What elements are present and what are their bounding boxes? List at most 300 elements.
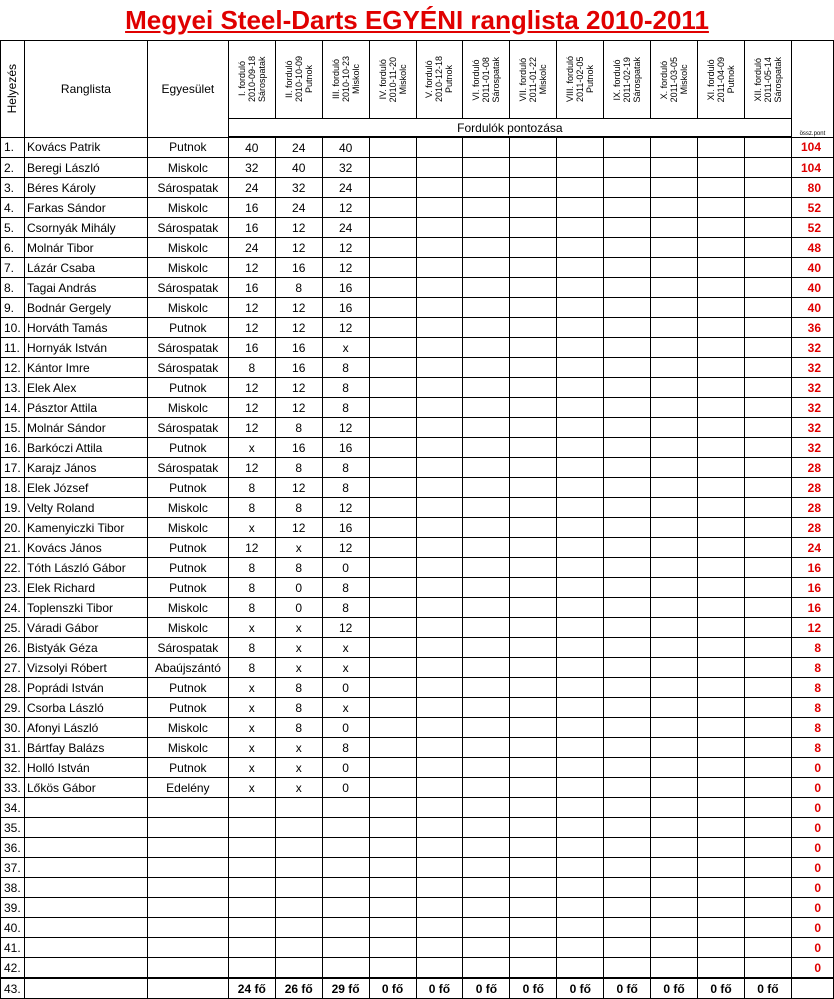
round-score-cell: 24 <box>228 178 275 198</box>
round-score-cell <box>416 338 463 358</box>
round-score-cell <box>416 898 463 918</box>
round-score-cell <box>651 218 698 238</box>
table-row <box>1 338 834 358</box>
round-score-cell: 32 <box>322 158 369 178</box>
round-score-cell <box>275 838 322 858</box>
round-score-cell <box>463 618 510 638</box>
round-score-cell <box>604 938 651 958</box>
total-points-cell: 8 <box>791 738 833 758</box>
total-points-cell: 0 <box>791 758 833 778</box>
round-score-cell <box>744 258 791 278</box>
round-score-cell <box>651 278 698 298</box>
round-score-cell <box>744 638 791 658</box>
round-score-cell <box>698 938 745 958</box>
round-score-cell: 12 <box>228 318 275 338</box>
round-score-cell <box>744 958 791 979</box>
round-score-cell <box>744 418 791 438</box>
round-score-cell <box>510 178 557 198</box>
name-header: Ranglista <box>24 41 147 138</box>
total-points-cell: 32 <box>791 338 833 358</box>
round-score-cell <box>557 478 604 498</box>
player-name-cell: Poprádi István <box>24 678 147 698</box>
club-cell: Putnok <box>147 578 228 598</box>
player-name-cell: Kovács Patrik <box>24 137 147 158</box>
round-score-cell <box>369 478 416 498</box>
round-score-cell <box>698 218 745 238</box>
round-score-cell: x <box>322 698 369 718</box>
club-cell: Miskolc <box>147 398 228 418</box>
round-score-cell <box>275 878 322 898</box>
round-score-cell <box>463 878 510 898</box>
round-header: IV. forduló 2010-11-20 Miskolc <box>369 41 416 119</box>
round-score-cell: 8 <box>228 478 275 498</box>
table-row <box>1 738 834 758</box>
round-header: II. forduló 2010-10-09 Putnok <box>275 41 322 119</box>
round-score-cell <box>228 858 275 878</box>
round-score-cell <box>604 278 651 298</box>
round-score-cell <box>604 758 651 778</box>
round-score-cell: 12 <box>228 458 275 478</box>
round-score-cell <box>651 938 698 958</box>
round-score-cell <box>463 438 510 458</box>
table-row <box>1 718 834 738</box>
round-score-cell <box>604 578 651 598</box>
rank-cell: 4. <box>1 198 25 218</box>
table-row <box>1 378 834 398</box>
round-score-cell <box>698 758 745 778</box>
round-header: III. forduló 2010-10-23 Miskolc <box>322 41 369 119</box>
round-score-cell <box>369 658 416 678</box>
table-row <box>1 538 834 558</box>
round-score-cell <box>510 818 557 838</box>
round-score-cell <box>463 718 510 738</box>
round-score-cell <box>369 858 416 878</box>
total-points-cell: 104 <box>791 158 833 178</box>
round-score-cell <box>557 238 604 258</box>
rank-cell: 8. <box>1 278 25 298</box>
round-score-cell <box>698 858 745 878</box>
round-score-cell: 8 <box>275 718 322 738</box>
table-row <box>1 958 834 979</box>
round-score-cell <box>369 458 416 478</box>
club-cell <box>147 898 228 918</box>
round-score-cell <box>463 658 510 678</box>
round-score-cell <box>698 558 745 578</box>
club-cell <box>147 878 228 898</box>
round-score-cell <box>510 498 557 518</box>
round-score-cell <box>698 898 745 918</box>
round-score-cell <box>557 638 604 658</box>
round-score-cell <box>322 958 369 979</box>
rank-cell: 38. <box>1 878 25 898</box>
round-score-cell <box>557 858 604 878</box>
rank-cell: 26. <box>1 638 25 658</box>
player-name-cell <box>24 978 147 999</box>
round-score-cell <box>510 878 557 898</box>
round-score-cell <box>416 958 463 979</box>
round-score-cell <box>463 818 510 838</box>
round-score-cell <box>510 298 557 318</box>
round-score-cell: 16 <box>322 278 369 298</box>
round-score-cell: x <box>322 638 369 658</box>
table-row <box>1 458 834 478</box>
round-score-cell <box>604 838 651 858</box>
round-score-cell: 12 <box>322 618 369 638</box>
round-score-cell <box>369 838 416 858</box>
round-score-cell <box>604 478 651 498</box>
player-name-cell: Béres Károly <box>24 178 147 198</box>
round-score-cell: 16 <box>228 218 275 238</box>
round-score-cell: 8 <box>275 458 322 478</box>
table-row <box>1 678 834 698</box>
round-score-cell <box>651 438 698 458</box>
total-points-cell: 28 <box>791 518 833 538</box>
round-score-cell <box>604 398 651 418</box>
table-row <box>1 618 834 638</box>
rank-cell: 14. <box>1 398 25 418</box>
round-score-cell: 12 <box>275 318 322 338</box>
round-score-cell <box>604 458 651 478</box>
round-score-cell: 0 <box>275 598 322 618</box>
round-score-cell <box>369 418 416 438</box>
round-score-cell <box>604 198 651 218</box>
rank-cell: 36. <box>1 838 25 858</box>
round-header: X. forduló 2011-03-05 Miskolc <box>651 41 698 119</box>
round-score-cell <box>651 898 698 918</box>
round-score-cell: 8 <box>275 678 322 698</box>
round-score-cell <box>698 338 745 358</box>
total-points-cell: 8 <box>791 698 833 718</box>
player-name-cell: Hornyák István <box>24 338 147 358</box>
round-score-cell <box>510 378 557 398</box>
round-score-cell <box>604 798 651 818</box>
round-score-cell <box>651 958 698 979</box>
round-score-cell <box>416 638 463 658</box>
player-name-cell: Csorba László <box>24 698 147 718</box>
round-score-cell: 8 <box>228 578 275 598</box>
round-score-cell <box>510 538 557 558</box>
round-score-cell <box>557 278 604 298</box>
round-score-cell <box>604 498 651 518</box>
total-points-cell: 0 <box>791 858 833 878</box>
table-row <box>1 198 834 218</box>
round-score-cell <box>416 178 463 198</box>
participant-count-cell: 0 fő <box>651 978 698 999</box>
rank-cell: 10. <box>1 318 25 338</box>
total-points-cell: 104 <box>791 137 833 158</box>
rank-cell: 2. <box>1 158 25 178</box>
round-header: V. forduló 2010-12-18 Putnok <box>416 41 463 119</box>
table-row <box>1 518 834 538</box>
player-name-cell: Molnár Tibor <box>24 238 147 258</box>
round-score-cell <box>698 638 745 658</box>
round-score-cell <box>651 358 698 378</box>
player-name-cell: Farkas Sándor <box>24 198 147 218</box>
round-score-cell <box>510 418 557 438</box>
round-score-cell: 12 <box>275 218 322 238</box>
round-score-cell <box>369 618 416 638</box>
round-score-cell <box>275 938 322 958</box>
total-points-cell: 8 <box>791 658 833 678</box>
round-score-cell <box>369 238 416 258</box>
total-points-cell <box>791 978 833 999</box>
round-score-cell <box>369 558 416 578</box>
round-score-cell <box>557 578 604 598</box>
round-score-cell: 12 <box>322 198 369 218</box>
total-points-cell: 16 <box>791 558 833 578</box>
round-score-cell: 40 <box>275 158 322 178</box>
round-score-cell <box>463 738 510 758</box>
total-points-cell: 32 <box>791 378 833 398</box>
participant-count-cell: 29 fő <box>322 978 369 999</box>
round-score-cell <box>698 398 745 418</box>
club-cell: Putnok <box>147 558 228 578</box>
club-cell: Putnok <box>147 318 228 338</box>
round-score-cell <box>416 598 463 618</box>
round-score-cell: 8 <box>275 278 322 298</box>
club-cell: Sárospatak <box>147 178 228 198</box>
rank-cell: 27. <box>1 658 25 678</box>
rank-cell: 15. <box>1 418 25 438</box>
round-score-cell <box>698 618 745 638</box>
round-score-cell <box>651 758 698 778</box>
round-score-cell <box>510 938 557 958</box>
round-score-cell <box>557 298 604 318</box>
round-score-cell <box>604 137 651 158</box>
round-score-cell <box>698 178 745 198</box>
rank-cell: 11. <box>1 338 25 358</box>
club-cell: Miskolc <box>147 518 228 538</box>
round-score-cell <box>369 498 416 518</box>
club-cell: Miskolc <box>147 298 228 318</box>
round-score-cell <box>557 878 604 898</box>
club-cell: Sárospatak <box>147 338 228 358</box>
total-points-cell: 8 <box>791 678 833 698</box>
table-row <box>1 778 834 798</box>
club-cell <box>147 958 228 979</box>
round-score-cell <box>557 438 604 458</box>
rank-cell: 37. <box>1 858 25 878</box>
round-score-cell <box>510 798 557 818</box>
round-score-cell <box>651 398 698 418</box>
table-row <box>1 258 834 278</box>
round-score-cell <box>416 578 463 598</box>
round-score-cell <box>463 758 510 778</box>
total-points-cell: 40 <box>791 258 833 278</box>
round-score-cell <box>604 418 651 438</box>
round-score-cell <box>510 458 557 478</box>
round-score-cell <box>463 898 510 918</box>
round-score-cell: 0 <box>275 578 322 598</box>
round-score-cell <box>557 678 604 698</box>
round-score-cell <box>369 218 416 238</box>
round-score-cell <box>275 898 322 918</box>
round-score-cell <box>651 298 698 318</box>
total-points-cell: 12 <box>791 618 833 638</box>
round-score-cell: 8 <box>228 658 275 678</box>
club-cell: Sárospatak <box>147 458 228 478</box>
round-score-cell <box>416 258 463 278</box>
round-score-cell <box>698 158 745 178</box>
round-score-cell <box>463 478 510 498</box>
total-points-cell: 36 <box>791 318 833 338</box>
rank-cell: 30. <box>1 718 25 738</box>
round-score-cell <box>744 518 791 538</box>
round-score-cell <box>369 678 416 698</box>
round-score-cell <box>463 558 510 578</box>
round-score-cell <box>698 478 745 498</box>
round-score-cell: x <box>228 718 275 738</box>
round-score-cell <box>463 858 510 878</box>
round-score-cell: x <box>275 618 322 638</box>
round-score-cell <box>557 178 604 198</box>
round-score-cell <box>416 358 463 378</box>
round-score-cell <box>651 158 698 178</box>
round-score-cell <box>604 898 651 918</box>
table-row <box>1 798 834 818</box>
round-score-cell <box>463 258 510 278</box>
player-name-cell: Karajz János <box>24 458 147 478</box>
player-name-cell: Velty Roland <box>24 498 147 518</box>
round-score-cell <box>744 298 791 318</box>
round-score-cell: 16 <box>275 438 322 458</box>
round-score-cell <box>744 798 791 818</box>
round-score-cell <box>416 618 463 638</box>
round-score-cell <box>416 518 463 538</box>
participant-count-cell: 0 fő <box>510 978 557 999</box>
round-score-cell <box>698 738 745 758</box>
total-points-cell: 40 <box>791 278 833 298</box>
rank-cell: 20. <box>1 518 25 538</box>
round-score-cell: 12 <box>228 538 275 558</box>
round-score-cell: 12 <box>275 378 322 398</box>
round-score-cell <box>369 878 416 898</box>
round-score-cell <box>510 678 557 698</box>
round-score-cell <box>510 578 557 598</box>
rank-cell: 34. <box>1 798 25 818</box>
round-score-cell <box>557 898 604 918</box>
round-score-cell <box>463 678 510 698</box>
rank-cell: 31. <box>1 738 25 758</box>
player-name-cell: Tagai András <box>24 278 147 298</box>
round-score-cell <box>698 438 745 458</box>
club-cell: Edelény <box>147 778 228 798</box>
round-score-cell <box>228 838 275 858</box>
round-score-cell <box>463 938 510 958</box>
round-score-cell <box>416 718 463 738</box>
round-score-cell: 40 <box>322 137 369 158</box>
table-row <box>1 498 834 518</box>
player-name-cell: Beregi László <box>24 158 147 178</box>
player-name-cell: Horváth Tamás <box>24 318 147 338</box>
club-cell: Miskolc <box>147 598 228 618</box>
round-score-cell <box>369 958 416 979</box>
round-score-cell <box>416 158 463 178</box>
participant-count-cell: 26 fő <box>275 978 322 999</box>
round-score-cell <box>557 358 604 378</box>
round-score-cell <box>228 938 275 958</box>
round-score-cell <box>604 238 651 258</box>
round-score-cell: 0 <box>322 718 369 738</box>
player-name-cell: Csornyák Mihály <box>24 218 147 238</box>
round-score-cell <box>510 698 557 718</box>
round-score-cell <box>463 518 510 538</box>
round-score-cell: 8 <box>275 558 322 578</box>
round-score-cell <box>557 538 604 558</box>
round-score-cell <box>744 758 791 778</box>
round-score-cell <box>698 698 745 718</box>
round-score-cell <box>651 238 698 258</box>
round-score-cell: 12 <box>275 298 322 318</box>
rank-cell: 19. <box>1 498 25 518</box>
round-score-cell <box>557 258 604 278</box>
round-score-cell <box>510 558 557 578</box>
round-score-cell: 24 <box>322 218 369 238</box>
round-score-cell <box>698 518 745 538</box>
player-name-cell <box>24 858 147 878</box>
round-score-cell <box>651 678 698 698</box>
participant-count-cell: 0 fő <box>369 978 416 999</box>
club-cell: Sárospatak <box>147 278 228 298</box>
total-points-cell: 40 <box>791 298 833 318</box>
round-score-cell <box>604 638 651 658</box>
round-score-cell <box>416 538 463 558</box>
participant-count-cell: 24 fő <box>228 978 275 999</box>
round-score-cell: 0 <box>322 678 369 698</box>
round-score-cell <box>744 478 791 498</box>
round-score-cell <box>416 218 463 238</box>
round-score-cell <box>604 718 651 738</box>
round-score-cell <box>604 878 651 898</box>
round-score-cell <box>651 518 698 538</box>
round-score-cell <box>510 398 557 418</box>
round-score-cell: 16 <box>228 338 275 358</box>
club-cell: Miskolc <box>147 738 228 758</box>
table-row <box>1 578 834 598</box>
table-row <box>1 918 834 938</box>
round-score-cell: 32 <box>275 178 322 198</box>
round-score-cell <box>604 538 651 558</box>
round-score-cell <box>604 958 651 979</box>
club-cell <box>147 938 228 958</box>
player-name-cell: Pásztor Attila <box>24 398 147 418</box>
table-row <box>1 638 834 658</box>
round-score-cell: x <box>322 658 369 678</box>
club-cell: Putnok <box>147 137 228 158</box>
player-name-cell: Lázár Csaba <box>24 258 147 278</box>
round-score-cell <box>510 838 557 858</box>
round-score-cell <box>463 798 510 818</box>
round-score-cell: x <box>228 438 275 458</box>
total-points-cell: 0 <box>791 898 833 918</box>
player-name-cell: Bodnár Gergely <box>24 298 147 318</box>
position-header: Helyezés <box>1 41 25 138</box>
participant-count-cell: 0 fő <box>744 978 791 999</box>
table-row <box>1 278 834 298</box>
club-cell: Sárospatak <box>147 218 228 238</box>
total-points-cell: 0 <box>791 918 833 938</box>
round-score-cell <box>463 338 510 358</box>
round-score-cell: 12 <box>275 238 322 258</box>
club-cell: Sárospatak <box>147 638 228 658</box>
round-score-cell <box>510 218 557 238</box>
round-score-cell <box>651 378 698 398</box>
club-cell: Putnok <box>147 698 228 718</box>
round-score-cell <box>557 658 604 678</box>
round-score-cell <box>416 778 463 798</box>
round-score-cell <box>275 858 322 878</box>
round-score-cell <box>604 438 651 458</box>
